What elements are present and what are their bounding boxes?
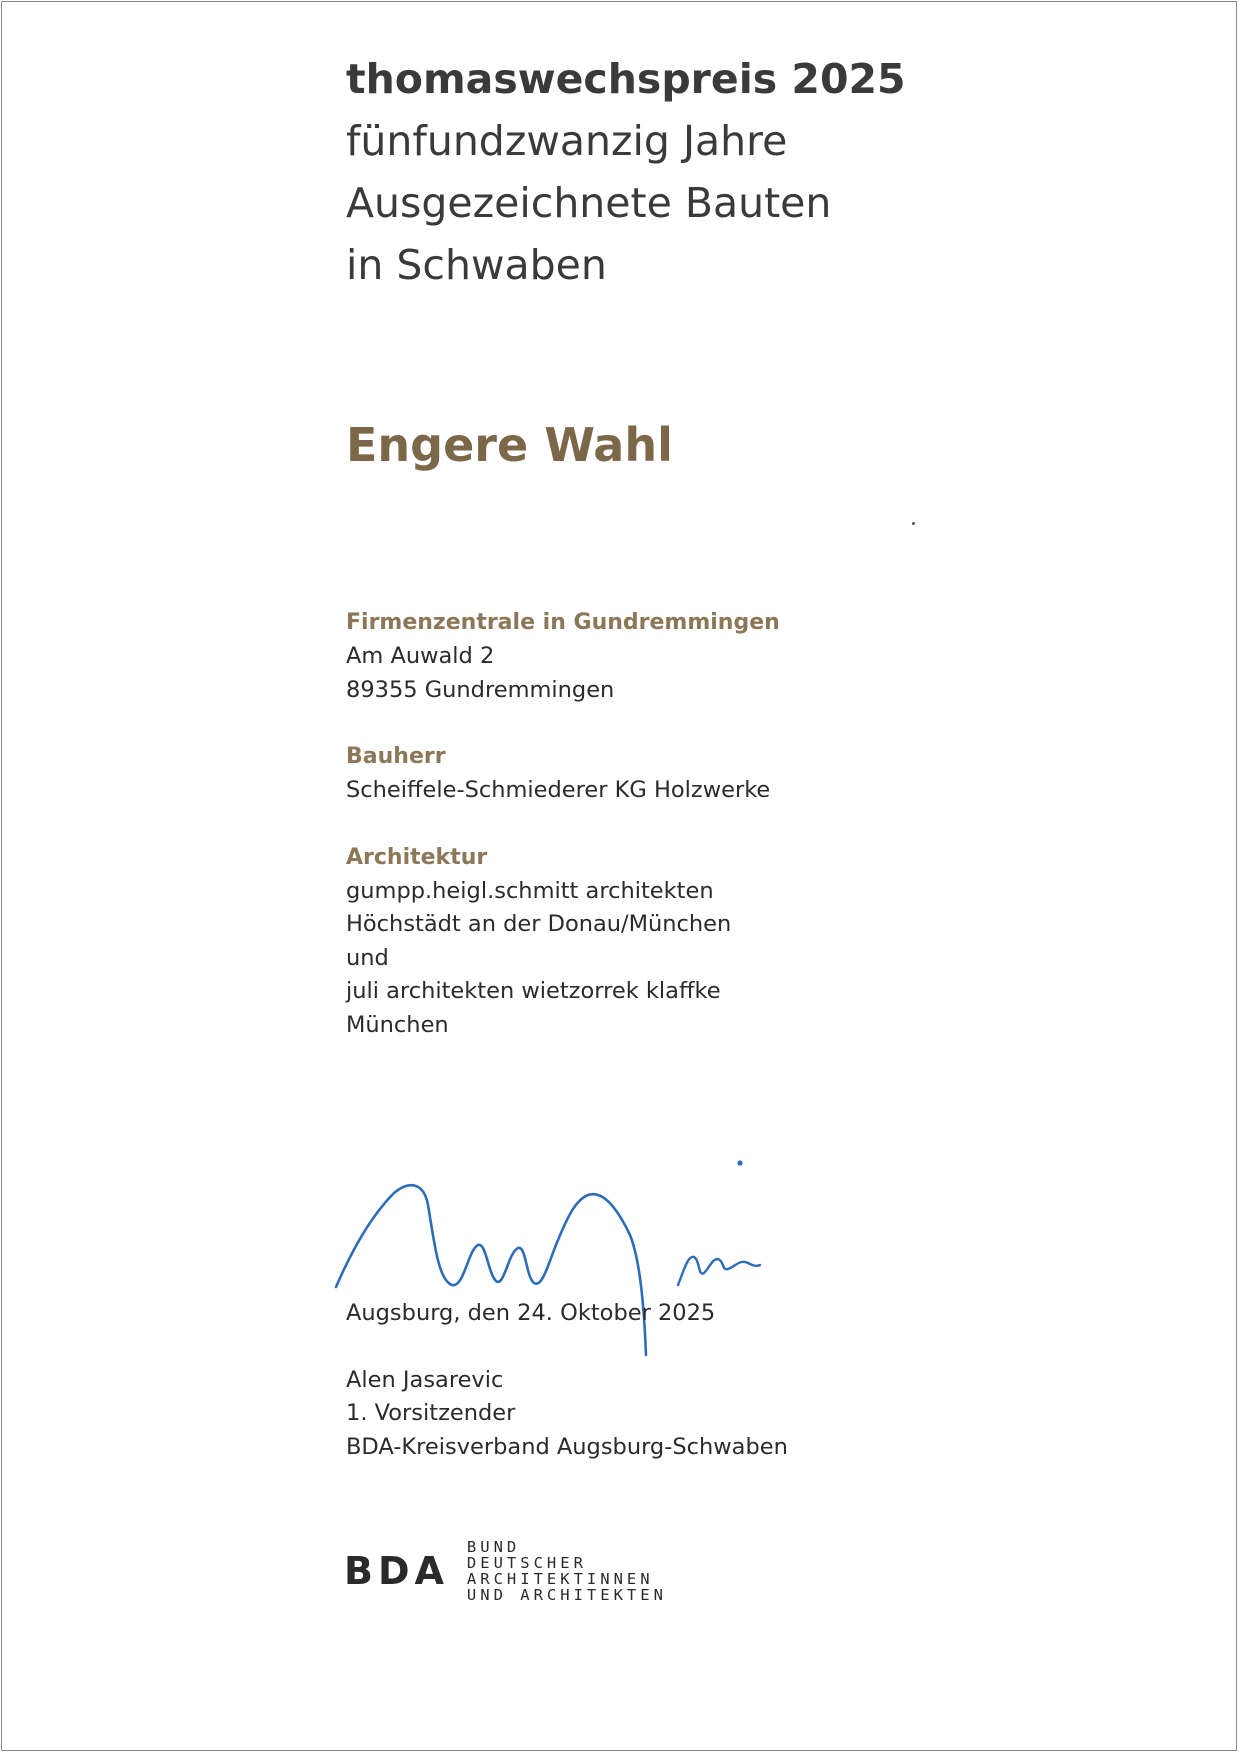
client-name: Scheiffele-Schmiederer KG Holzwerke xyxy=(346,777,771,803)
logo-text xyxy=(467,1539,667,1603)
award-category: Engere Wahl xyxy=(346,418,673,472)
subtitle-line: Ausgezeichnete Bauten xyxy=(346,179,832,227)
architecture-line: München xyxy=(346,1011,449,1038)
subtitle-line: fünfundzwanzig Jahre xyxy=(346,117,788,165)
signature-block xyxy=(346,1297,1046,1464)
logo-line: ARCHITEKTINNEN xyxy=(466,1570,654,1588)
signer-name: Alen Jasarevic xyxy=(346,1366,504,1393)
signature-dot xyxy=(737,1160,742,1165)
logo-line: DEUTSCHER xyxy=(466,1554,587,1572)
logo-line: BUND xyxy=(466,1538,521,1556)
architecture-line: und xyxy=(346,944,389,971)
title-block xyxy=(346,48,1146,296)
architecture-line: gumpp.heigl.schmitt architekten xyxy=(346,877,714,904)
place-date: Augsburg, den 24. Oktober 2025 xyxy=(346,1300,716,1326)
address-line: 89355 Gundremmingen xyxy=(346,676,615,703)
signer-organization: BDA-Kreisverband Augsburg-Schwaben xyxy=(346,1433,788,1460)
architecture-label: Architektur xyxy=(346,844,488,870)
architecture-line: Höchstädt an der Donau/München xyxy=(346,911,732,937)
scan-speck xyxy=(912,522,915,525)
bda-logo xyxy=(344,1536,667,1606)
project-name: Firmenzentrale in Gundremmingen xyxy=(346,610,780,635)
page-title: thomaswechspreis 2025 xyxy=(346,55,906,103)
logo-abbreviation: BDA xyxy=(344,1549,449,1593)
address-line: Am Auwald 2 xyxy=(346,643,495,669)
logo-line: UND ARCHITEKTEN xyxy=(466,1586,667,1604)
architecture-line: juli architekten wietzorrek klaffke xyxy=(346,978,721,1004)
signer-role: 1. Vorsitzender xyxy=(346,1400,516,1426)
signature-stroke xyxy=(678,1257,760,1285)
client-label: Bauherr xyxy=(346,744,446,769)
subtitle-line: in Schwaben xyxy=(346,241,607,289)
project-info xyxy=(346,606,1126,1042)
